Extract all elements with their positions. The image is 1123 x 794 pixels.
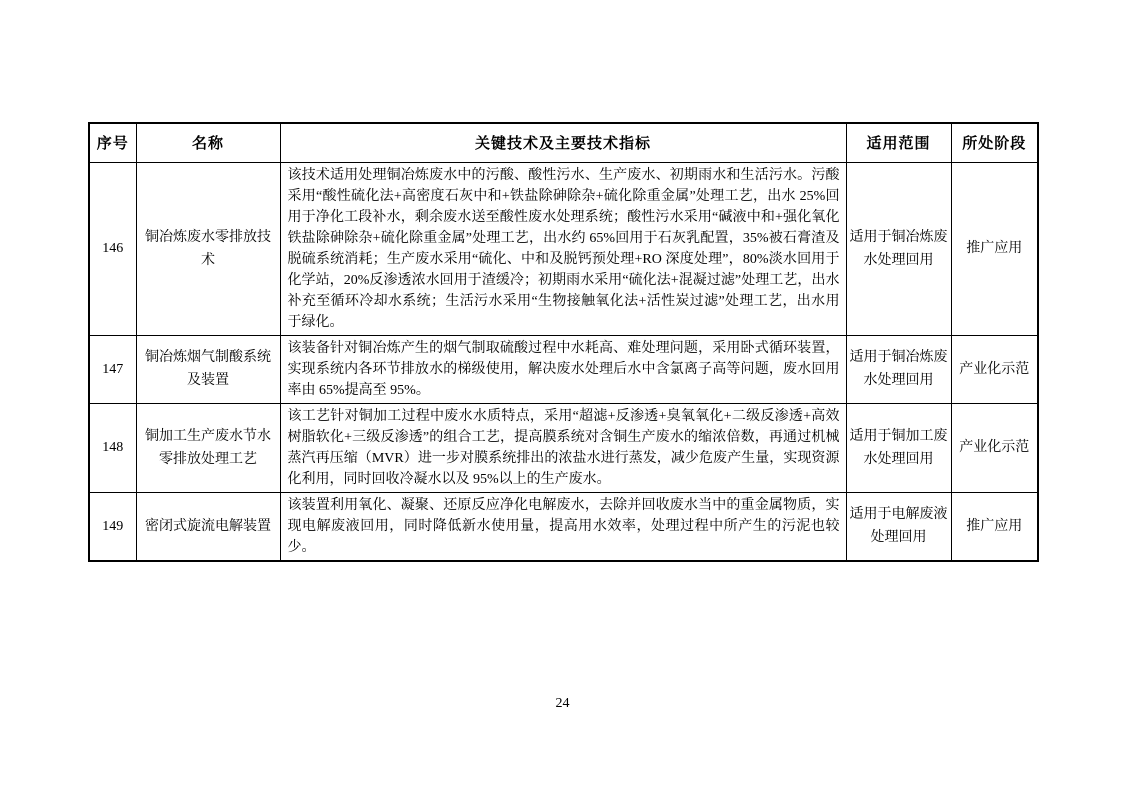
technology-description: 该工艺针对铜加工过程中废水水质特点，采用“超滤+反渗透+臭氧氧化+二级反渗透+高效树脂软化+三级反渗透”的组合工艺，提高膜系统对含铜生产废水的缩浓倍数，再通过机械蒸汽再压缩（MVR）进一步对膜系统排出的浓盐水进行蒸发，减少危废产生量，实现资源化利用，同时回收冷凝水以及 95%以上的生产废水。	[280, 403, 846, 492]
table-header-row	[89, 123, 1038, 162]
header-cell-name: 名称	[136, 123, 280, 162]
row-number: 149	[89, 492, 136, 561]
table-row	[89, 335, 1038, 403]
applicable-scope: 适用于电解废液处理回用	[846, 492, 951, 561]
row-number: 146	[89, 162, 136, 335]
applicable-scope: 适用于铜冶炼废水处理回用	[846, 335, 951, 403]
stage: 推广应用	[951, 492, 1038, 561]
technology-description: 该技术适用处理铜冶炼废水中的污酸、酸性污水、生产废水、初期雨水和生活污水。污酸采用“酸性硫化法+高密度石灰中和+铁盐除砷除杂+硫化除重金属”处理工艺，出水 25%回用于净化工段补水，剩余废水送至酸性废水处理系统；酸性污水采用“碱液中和+强化氧化铁盐除砷除杂+硫化除重金属”处理工艺，出水约 65%回用于石灰乳配置，35%被石膏渣及脱硫系统消耗；生产废水采用“硫化、中和及脱钙预处理+RO 深度处理”，80%淡水回用于化学站，20%反渗透浓水回用于渣缓冷；初期雨水采用“硫化法+混凝过滤”处理工艺，出水补充至循环冷却水系统；生活污水采用“生物接触氧化法+活性炭过滤”处理工艺，出水用于绿化。	[280, 162, 846, 335]
row-number: 147	[89, 335, 136, 403]
row-number: 148	[89, 403, 136, 492]
applicable-scope: 适用于铜加工废水处理回用	[846, 403, 951, 492]
header-cell-stage: 所处阶段	[951, 123, 1038, 162]
stage: 产业化示范	[951, 403, 1038, 492]
technology-name: 密闭式旋流电解装置	[136, 492, 280, 561]
technology-name: 铜加工生产废水节水零排放处理工艺	[136, 403, 280, 492]
technology-table	[88, 122, 1039, 562]
technology-name: 铜冶炼烟气制酸系统及装置	[136, 335, 280, 403]
table-row	[89, 492, 1038, 561]
technology-description: 该装置利用氧化、凝聚、还原反应净化电解废水，去除并回收废水当中的重金属物质，实现电解废液回用，同时降低新水使用量，提高用水效率，处理过程中所产生的污泥也较少。	[280, 492, 846, 561]
table-row	[89, 403, 1038, 492]
applicable-scope: 适用于铜冶炼废水处理回用	[846, 162, 951, 335]
table-row	[89, 162, 1038, 335]
stage: 产业化示范	[951, 335, 1038, 403]
header-cell-key-technology: 关键技术及主要技术指标	[280, 123, 846, 162]
page-number: 24	[555, 696, 570, 711]
header-cell-number: 序号	[89, 123, 136, 162]
technology-name: 铜冶炼废水零排放技术	[136, 162, 280, 335]
technology-description: 该装备针对铜冶炼产生的烟气制取硫酸过程中水耗高、难处理问题，采用卧式循环装置，实现系统内各环节排放水的梯级使用，解决废水处理后水中含氯离子高等问题，废水回用率由 65%提高至 95%。	[280, 335, 846, 403]
header-cell-scope: 适用范围	[846, 123, 951, 162]
stage: 推广应用	[951, 162, 1038, 335]
